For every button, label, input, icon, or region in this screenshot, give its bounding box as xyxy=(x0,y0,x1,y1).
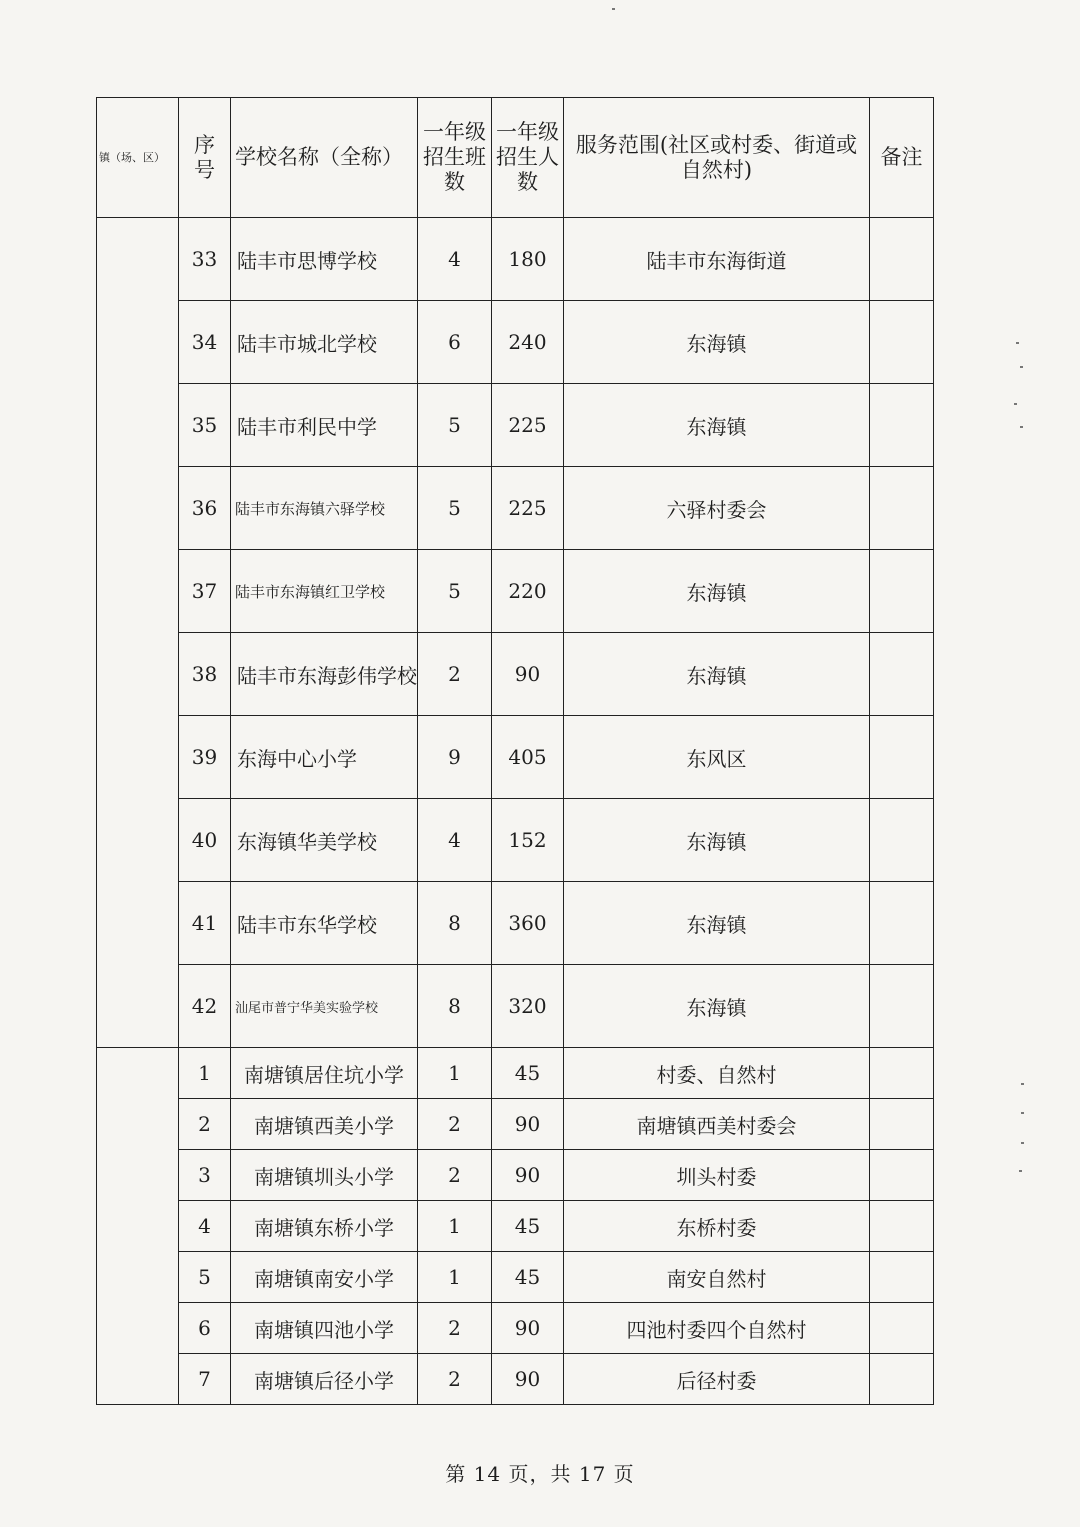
school-name-cell: 陆丰市东海镇红卫学校 xyxy=(231,550,418,633)
note-cell xyxy=(870,1048,934,1099)
note-cell xyxy=(870,384,934,467)
note-cell xyxy=(870,1252,934,1303)
service-area-cell: 四池村委四个自然村 xyxy=(564,1303,870,1354)
class-count-cell: 1 xyxy=(418,1048,492,1099)
school-name-cell: 南塘镇东桥小学 xyxy=(231,1201,418,1252)
seq-cell: 37 xyxy=(179,550,231,633)
class-count-cell: 2 xyxy=(418,1150,492,1201)
town-cell xyxy=(97,218,179,1048)
class-count-cell: 6 xyxy=(418,301,492,384)
service-area-cell: 圳头村委 xyxy=(564,1150,870,1201)
student-count-cell: 320 xyxy=(492,965,564,1048)
service-area-cell: 六驿村委会 xyxy=(564,467,870,550)
note-cell xyxy=(870,301,934,384)
class-count-cell: 5 xyxy=(418,467,492,550)
page-footer: 第 14 页，共 17 页 xyxy=(445,1462,635,1486)
service-area-cell: 东海镇 xyxy=(564,965,870,1048)
seq-cell: 3 xyxy=(179,1150,231,1201)
service-area-cell: 南塘镇西美村委会 xyxy=(564,1099,870,1150)
student-count-cell: 152 xyxy=(492,799,564,882)
scan-speck xyxy=(1019,1170,1022,1172)
student-count-cell: 220 xyxy=(492,550,564,633)
student-count-cell: 225 xyxy=(492,467,564,550)
note-cell xyxy=(870,1201,934,1252)
student-count-cell: 90 xyxy=(492,1303,564,1354)
student-count-cell: 180 xyxy=(492,218,564,301)
table-row xyxy=(97,965,934,1048)
school-name-cell: 陆丰市东海镇六驿学校 xyxy=(231,467,418,550)
note-cell xyxy=(870,1354,934,1405)
service-area-cell: 东海镇 xyxy=(564,882,870,965)
service-area-cell: 东风区 xyxy=(564,716,870,799)
school-name-cell: 南塘镇西美小学 xyxy=(231,1099,418,1150)
note-cell xyxy=(870,965,934,1048)
student-count-cell: 45 xyxy=(492,1201,564,1252)
note-cell xyxy=(870,716,934,799)
school-enrollment-table xyxy=(96,97,934,1405)
school-name-cell: 南塘镇后径小学 xyxy=(231,1354,418,1405)
seq-cell: 41 xyxy=(179,882,231,965)
seq-cell: 2 xyxy=(179,1099,231,1150)
scan-speck xyxy=(1020,366,1023,368)
table-row xyxy=(97,218,934,301)
town-cell xyxy=(97,1048,179,1405)
note-cell xyxy=(870,633,934,716)
seq-cell: 33 xyxy=(179,218,231,301)
header-students: 一年级招生人数 xyxy=(492,98,564,218)
table-row xyxy=(97,1150,934,1201)
service-area-cell: 东海镇 xyxy=(564,384,870,467)
seq-cell: 4 xyxy=(179,1201,231,1252)
class-count-cell: 4 xyxy=(418,799,492,882)
scan-speck xyxy=(612,8,615,10)
note-cell xyxy=(870,882,934,965)
class-count-cell: 1 xyxy=(418,1252,492,1303)
table-row xyxy=(97,799,934,882)
student-count-cell: 405 xyxy=(492,716,564,799)
seq-cell: 7 xyxy=(179,1354,231,1405)
table-row xyxy=(97,550,934,633)
school-name-cell: 陆丰市城北学校 xyxy=(231,301,418,384)
note-cell xyxy=(870,1303,934,1354)
table-row xyxy=(97,1303,934,1354)
student-count-cell: 45 xyxy=(492,1048,564,1099)
header-classes: 一年级招生班数 xyxy=(418,98,492,218)
note-cell xyxy=(870,550,934,633)
school-name-cell: 东海中心小学 xyxy=(231,716,418,799)
service-area-cell: 东海镇 xyxy=(564,550,870,633)
student-count-cell: 225 xyxy=(492,384,564,467)
service-area-cell: 东海镇 xyxy=(564,799,870,882)
note-cell xyxy=(870,467,934,550)
class-count-cell: 8 xyxy=(418,965,492,1048)
student-count-cell: 90 xyxy=(492,1354,564,1405)
seq-cell: 36 xyxy=(179,467,231,550)
school-name-cell: 陆丰市利民中学 xyxy=(231,384,418,467)
note-cell xyxy=(870,218,934,301)
class-count-cell: 2 xyxy=(418,1354,492,1405)
note-cell xyxy=(870,1099,934,1150)
table-header-row xyxy=(97,98,934,218)
class-count-cell: 5 xyxy=(418,384,492,467)
service-area-cell: 东桥村委 xyxy=(564,1201,870,1252)
class-count-cell: 2 xyxy=(418,1303,492,1354)
seq-cell: 40 xyxy=(179,799,231,882)
school-name-cell: 东海镇华美学校 xyxy=(231,799,418,882)
table-row xyxy=(97,384,934,467)
school-name-cell: 南塘镇南安小学 xyxy=(231,1252,418,1303)
school-name-cell: 南塘镇圳头小学 xyxy=(231,1150,418,1201)
scan-speck xyxy=(1021,1112,1024,1114)
seq-cell: 35 xyxy=(179,384,231,467)
seq-cell: 34 xyxy=(179,301,231,384)
table-row xyxy=(97,1354,934,1405)
scan-speck xyxy=(1021,1142,1024,1144)
header-service: 服务范围(社区或村委、街道或自然村) xyxy=(564,98,870,218)
service-area-cell: 东海镇 xyxy=(564,301,870,384)
class-count-cell: 5 xyxy=(418,550,492,633)
header-town: 镇（场、区） xyxy=(97,98,179,218)
student-count-cell: 360 xyxy=(492,882,564,965)
scan-speck xyxy=(1014,403,1017,405)
seq-cell: 6 xyxy=(179,1303,231,1354)
table-row xyxy=(97,1048,934,1099)
table-row xyxy=(97,716,934,799)
service-area-cell: 南安自然村 xyxy=(564,1252,870,1303)
seq-cell: 42 xyxy=(179,965,231,1048)
table-row xyxy=(97,467,934,550)
note-cell xyxy=(870,1150,934,1201)
class-count-cell: 2 xyxy=(418,633,492,716)
service-area-cell: 村委、自然村 xyxy=(564,1048,870,1099)
table-row xyxy=(97,1252,934,1303)
service-area-cell: 陆丰市东海街道 xyxy=(564,218,870,301)
table-row xyxy=(97,882,934,965)
header-note: 备注 xyxy=(870,98,934,218)
seq-cell: 5 xyxy=(179,1252,231,1303)
student-count-cell: 45 xyxy=(492,1252,564,1303)
school-name-cell: 南塘镇四池小学 xyxy=(231,1303,418,1354)
class-count-cell: 2 xyxy=(418,1099,492,1150)
class-count-cell: 9 xyxy=(418,716,492,799)
table-row xyxy=(97,633,934,716)
school-name-cell: 陆丰市东海彭伟学校 xyxy=(231,633,418,716)
school-name-cell: 陆丰市思博学校 xyxy=(231,218,418,301)
school-name-cell: 陆丰市东华学校 xyxy=(231,882,418,965)
scan-speck xyxy=(1016,342,1019,344)
class-count-cell: 1 xyxy=(418,1201,492,1252)
note-cell xyxy=(870,799,934,882)
header-school: 学校名称（全称） xyxy=(231,98,418,218)
seq-cell: 39 xyxy=(179,716,231,799)
service-area-cell: 后径村委 xyxy=(564,1354,870,1405)
header-seq: 序号 xyxy=(179,98,231,218)
table-row xyxy=(97,1201,934,1252)
student-count-cell: 240 xyxy=(492,301,564,384)
table-row xyxy=(97,301,934,384)
class-count-cell: 8 xyxy=(418,882,492,965)
class-count-cell: 4 xyxy=(418,218,492,301)
scan-speck xyxy=(1021,1083,1024,1085)
scan-speck xyxy=(1020,426,1023,428)
table-row xyxy=(97,1099,934,1150)
service-area-cell: 东海镇 xyxy=(564,633,870,716)
student-count-cell: 90 xyxy=(492,1099,564,1150)
seq-cell: 38 xyxy=(179,633,231,716)
student-count-cell: 90 xyxy=(492,1150,564,1201)
student-count-cell: 90 xyxy=(492,633,564,716)
school-name-cell: 汕尾市普宁华美实验学校 xyxy=(231,965,418,1048)
school-name-cell: 南塘镇居住坑小学 xyxy=(231,1048,418,1099)
seq-cell: 1 xyxy=(179,1048,231,1099)
